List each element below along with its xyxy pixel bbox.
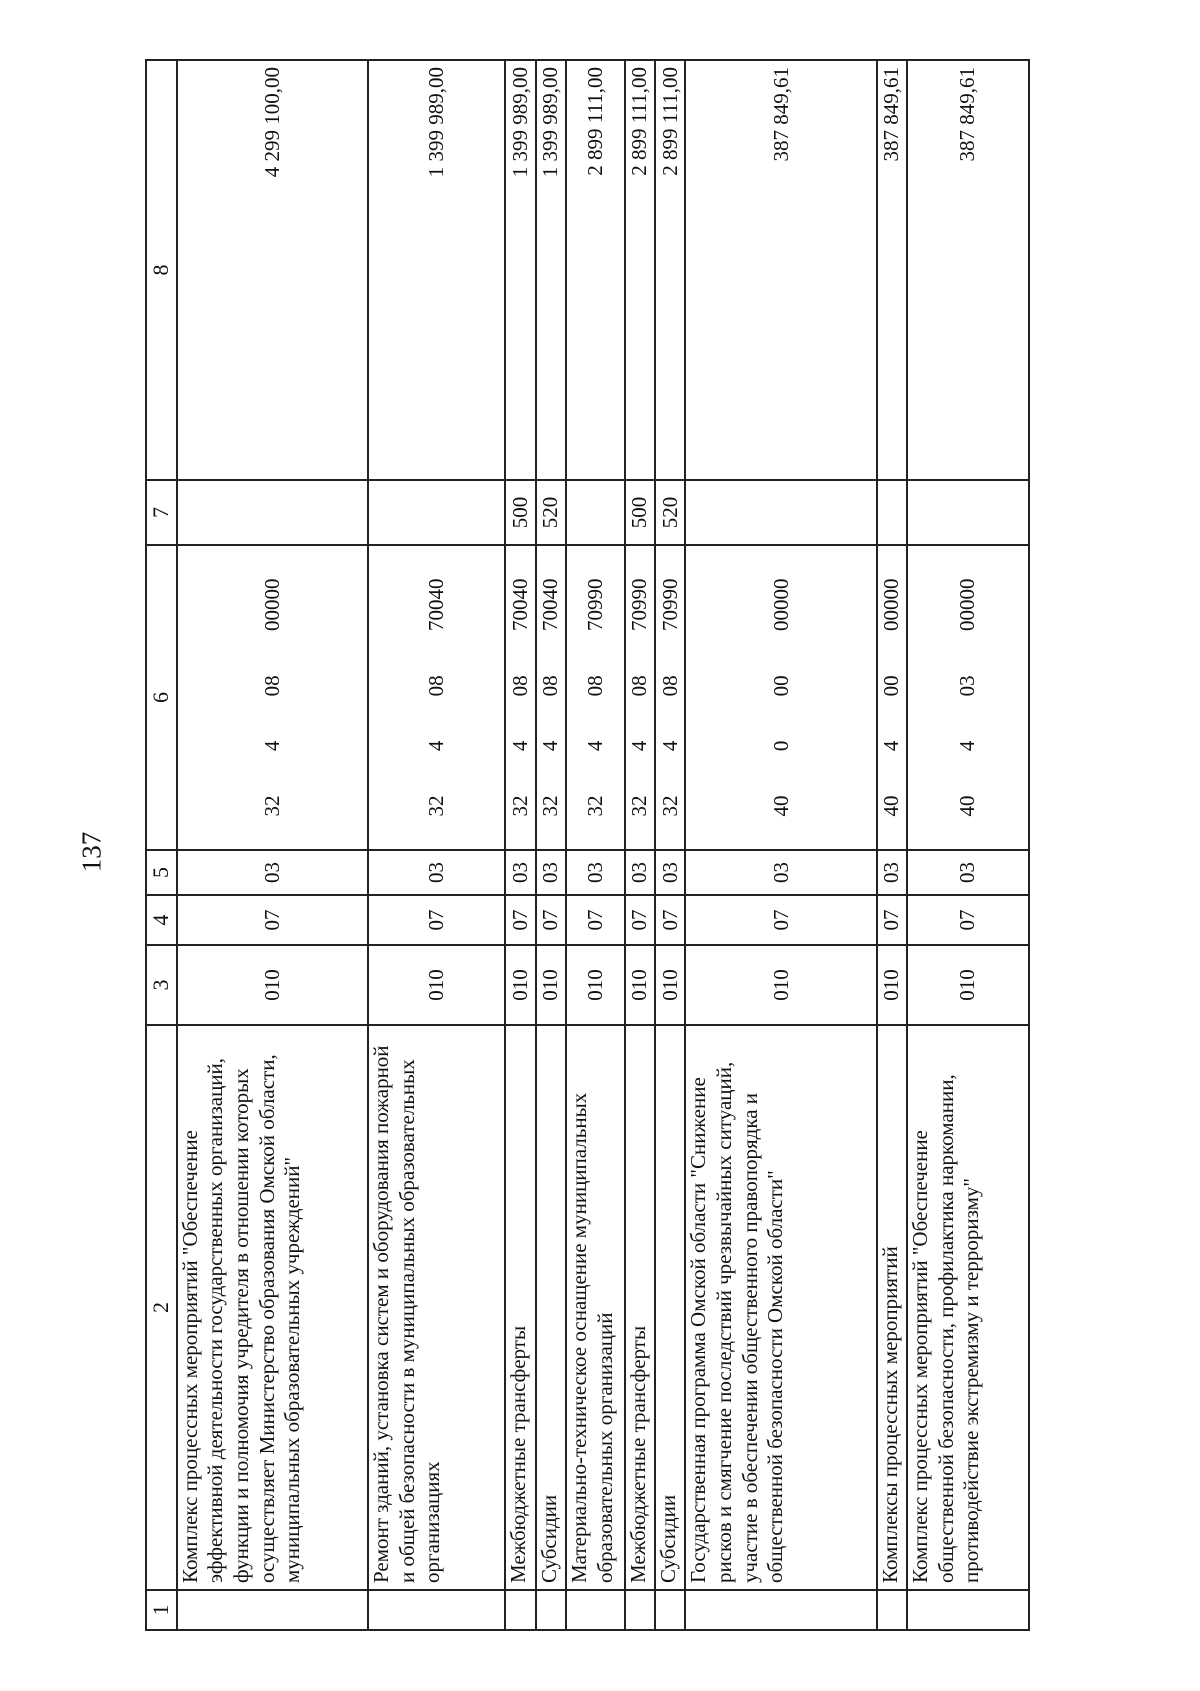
- target-article-code: [538, 579, 563, 817]
- expense-type-cell: [685, 480, 876, 545]
- code-part: 4: [424, 740, 449, 752]
- code-part: 08: [259, 675, 284, 697]
- code-part: 32: [538, 795, 563, 817]
- expense-type-cell: [907, 480, 1029, 545]
- description-cell: Материально-техническое оснащение муниципальных образовательных организаций: [566, 1025, 625, 1590]
- amount-cell: 387 849,61: [907, 60, 1029, 480]
- code-part: 4: [627, 740, 652, 752]
- target-article-cell: [177, 545, 368, 850]
- table-row: [655, 60, 685, 1630]
- row-number-cell: [877, 1590, 907, 1630]
- table-row: [505, 60, 535, 1630]
- code-part: 32: [582, 795, 607, 817]
- subsection-code-cell: 03: [505, 850, 535, 895]
- row-number-cell: [368, 1590, 505, 1630]
- code-part: 4: [259, 740, 284, 752]
- code-part: 4: [507, 740, 532, 752]
- row-number-cell: [655, 1590, 685, 1630]
- expense-type-cell: 520: [536, 480, 566, 545]
- code-part: 03: [955, 675, 980, 697]
- code-part: 70990: [627, 578, 652, 632]
- description-cell: Субсидии: [536, 1025, 566, 1590]
- code-part: 40: [768, 795, 793, 817]
- subsection-code-cell: 03: [625, 850, 655, 895]
- target-article-cell: [655, 545, 685, 850]
- subsection-code-cell: 03: [566, 850, 625, 895]
- code-part: 70040: [507, 578, 532, 632]
- code-part: 00000: [768, 578, 793, 632]
- amount-cell: 1 399 989,00: [505, 60, 535, 480]
- description-cell: Ремонт зданий, установка систем и оборудования пожарной и общей безопасности в муниципальных образовательных организациях: [368, 1025, 505, 1590]
- code-part: 32: [424, 795, 449, 817]
- amount-cell: 387 849,61: [685, 60, 876, 480]
- description-cell: Межбюджетные трансферты: [505, 1025, 535, 1590]
- table-row: [536, 60, 566, 1630]
- code-part: 4: [879, 740, 904, 752]
- page-number: 137: [76, 831, 107, 873]
- target-article-cell: [907, 545, 1029, 850]
- code-part: 08: [507, 675, 532, 697]
- subsection-code-cell: 03: [177, 850, 368, 895]
- column-number: 5: [146, 850, 177, 895]
- target-article-cell: [368, 545, 505, 850]
- expense-type-cell: 500: [625, 480, 655, 545]
- column-number: 2: [146, 1025, 177, 1590]
- target-article-code: [508, 579, 533, 817]
- budget-table: [145, 59, 1030, 1631]
- column-number-row: [146, 60, 177, 1630]
- code-part: 4: [657, 740, 682, 752]
- section-code-cell: 07: [566, 895, 625, 945]
- grbs-code-cell: 010: [368, 945, 505, 1025]
- subsection-code-cell: 03: [877, 850, 907, 895]
- target-article-code: [260, 579, 285, 817]
- description-cell: Комплекс процессных мероприятий "Обеспечение эффективной деятельности государственных организаций, функции и полномочия учредителя в отношении которых осуществляет Министерство образования Омской области, муниципальных образовательных учреждений": [177, 1025, 368, 1590]
- target-article-code: [424, 579, 449, 817]
- amount-cell: 1 399 989,00: [368, 60, 505, 480]
- target-article-code: [627, 579, 652, 817]
- grbs-code-cell: 010: [685, 945, 876, 1025]
- expense-type-cell: 500: [505, 480, 535, 545]
- code-part: 70990: [657, 578, 682, 632]
- amount-cell: 2 899 111,00: [655, 60, 685, 480]
- subsection-code-cell: 03: [368, 850, 505, 895]
- expense-type-cell: [877, 480, 907, 545]
- code-part: 32: [259, 795, 284, 817]
- grbs-code-cell: 010: [907, 945, 1029, 1025]
- grbs-code-cell: 010: [625, 945, 655, 1025]
- target-article-cell: [877, 545, 907, 850]
- code-part: 70990: [582, 578, 607, 632]
- amount-cell: 4 299 100,00: [177, 60, 368, 480]
- subsection-code-cell: 03: [685, 850, 876, 895]
- table-row: [368, 60, 505, 1630]
- target-article-code: [879, 579, 904, 817]
- code-part: 70040: [538, 578, 563, 632]
- amount-cell: 387 849,61: [877, 60, 907, 480]
- code-part: 08: [538, 675, 563, 697]
- column-number: 4: [146, 895, 177, 945]
- expense-type-cell: 520: [655, 480, 685, 545]
- grbs-code-cell: 010: [505, 945, 535, 1025]
- code-part: 08: [582, 675, 607, 697]
- description-cell: Государственная программа Омской области "Снижение рисков и смягчение последствий чрезвычайных ситуаций, участие в обеспечении общественного правопорядка и общественной безопасности Омской области": [685, 1025, 876, 1590]
- description-cell: Комплексы процессных мероприятий: [877, 1025, 907, 1590]
- table-row: [685, 60, 876, 1630]
- target-article-cell: [625, 545, 655, 850]
- target-article-cell: [505, 545, 535, 850]
- section-code-cell: 07: [536, 895, 566, 945]
- description-cell: Межбюджетные трансферты: [625, 1025, 655, 1590]
- description-cell: Комплекс процессных мероприятий "Обеспечение общественной безопасности, профилактика наркомании, противодействие экстремизму и терроризму": [907, 1025, 1029, 1590]
- column-number: 6: [146, 545, 177, 850]
- target-article-code: [658, 579, 683, 817]
- row-number-cell: [625, 1590, 655, 1630]
- code-part: 00000: [879, 578, 904, 632]
- table-row: [177, 60, 368, 1630]
- row-number-cell: [907, 1590, 1029, 1630]
- column-number: 8: [146, 60, 177, 480]
- code-part: 4: [582, 740, 607, 752]
- target-article-code: [955, 579, 980, 817]
- column-number: 1: [146, 1590, 177, 1630]
- table-row: [625, 60, 655, 1630]
- expense-type-cell: [368, 480, 505, 545]
- section-code-cell: 07: [655, 895, 685, 945]
- code-part: 32: [657, 795, 682, 817]
- code-part: 70040: [424, 578, 449, 632]
- target-article-cell: [566, 545, 625, 850]
- grbs-code-cell: 010: [536, 945, 566, 1025]
- subsection-code-cell: 03: [536, 850, 566, 895]
- target-article-code: [769, 579, 794, 817]
- grbs-code-cell: 010: [177, 945, 368, 1025]
- subsection-code-cell: 03: [907, 850, 1029, 895]
- code-part: 00000: [955, 578, 980, 632]
- code-part: 40: [955, 795, 980, 817]
- target-article-cell: [685, 545, 876, 850]
- code-part: 00000: [259, 578, 284, 632]
- section-code-cell: 07: [685, 895, 876, 945]
- target-article-code: [583, 579, 608, 817]
- code-part: 4: [955, 740, 980, 752]
- code-part: 08: [627, 675, 652, 697]
- table-row: [907, 60, 1029, 1630]
- code-part: 32: [507, 795, 532, 817]
- row-number-cell: [177, 1590, 368, 1630]
- row-number-cell: [566, 1590, 625, 1630]
- amount-cell: 1 399 989,00: [536, 60, 566, 480]
- subsection-code-cell: 03: [655, 850, 685, 895]
- row-number-cell: [685, 1590, 876, 1630]
- table-row: [566, 60, 625, 1630]
- rotated-table-container: [145, 61, 1030, 1631]
- expense-type-cell: [177, 480, 368, 545]
- code-part: 00: [879, 675, 904, 697]
- section-code-cell: 07: [177, 895, 368, 945]
- column-number: 7: [146, 480, 177, 545]
- table-row: [877, 60, 907, 1630]
- target-article-cell: [536, 545, 566, 850]
- code-part: 40: [879, 795, 904, 817]
- amount-cell: 2 899 111,00: [566, 60, 625, 480]
- code-part: 08: [424, 675, 449, 697]
- code-part: 00: [768, 675, 793, 697]
- grbs-code-cell: 010: [566, 945, 625, 1025]
- row-number-cell: [536, 1590, 566, 1630]
- row-number-cell: [505, 1590, 535, 1630]
- description-cell: Субсидии: [655, 1025, 685, 1590]
- code-part: 4: [538, 740, 563, 752]
- section-code-cell: 07: [505, 895, 535, 945]
- section-code-cell: 07: [625, 895, 655, 945]
- code-part: 0: [768, 740, 793, 752]
- code-part: 08: [657, 675, 682, 697]
- code-part: 32: [627, 795, 652, 817]
- column-number: 3: [146, 945, 177, 1025]
- grbs-code-cell: 010: [877, 945, 907, 1025]
- section-code-cell: 07: [877, 895, 907, 945]
- expense-type-cell: [566, 480, 625, 545]
- amount-cell: 2 899 111,00: [625, 60, 655, 480]
- section-code-cell: 07: [368, 895, 505, 945]
- grbs-code-cell: 010: [655, 945, 685, 1025]
- section-code-cell: 07: [907, 895, 1029, 945]
